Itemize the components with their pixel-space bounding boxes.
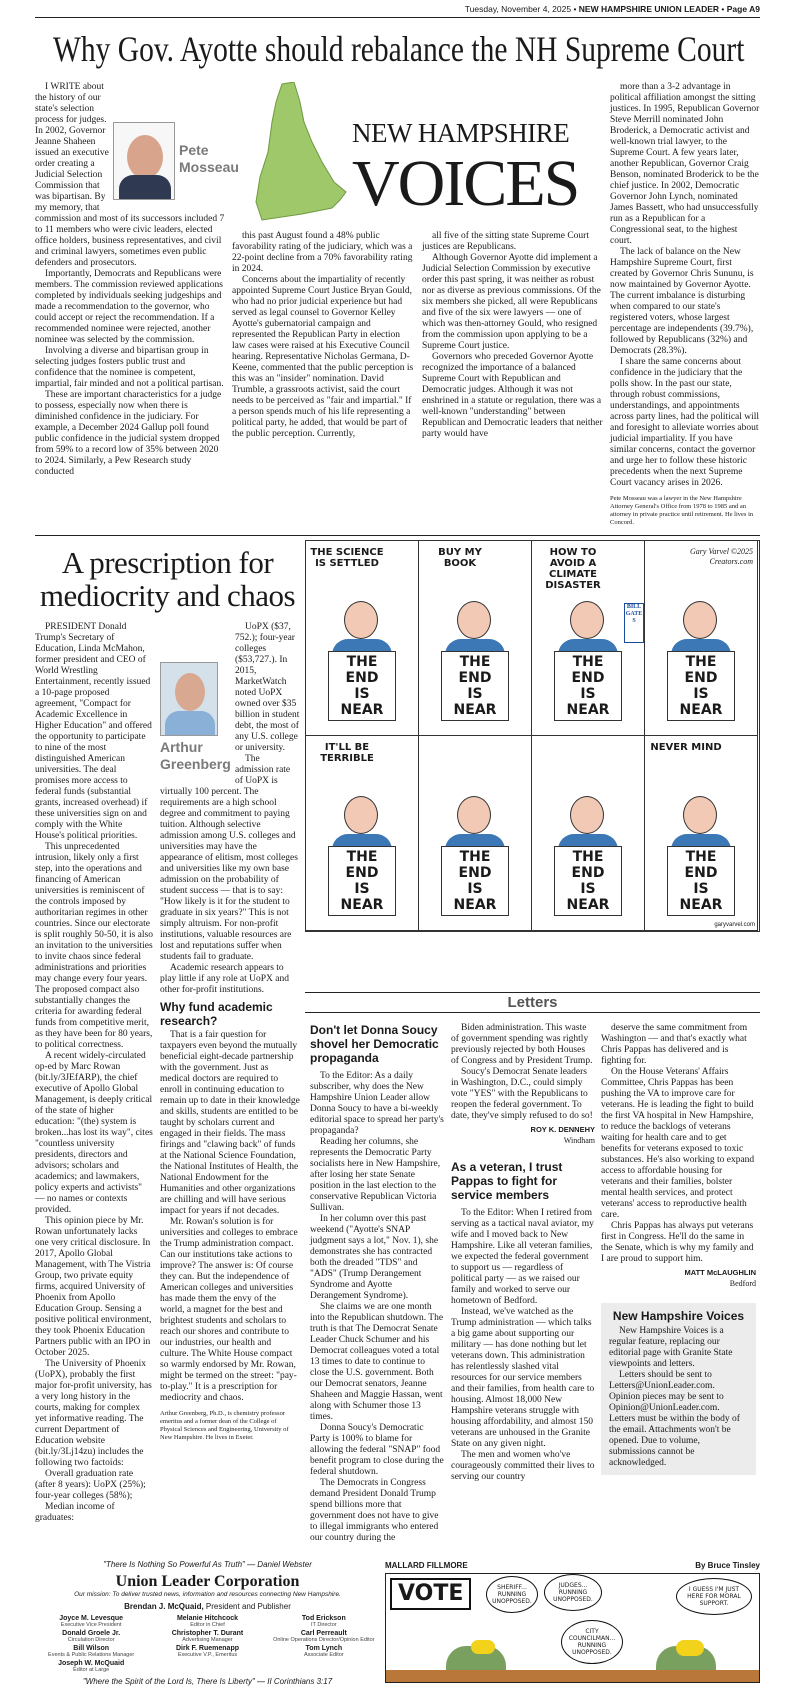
staff-title: Associate Editor (303, 1652, 344, 1658)
paragraph: Median income of graduates: (35, 1502, 115, 1523)
paragraph: Although Governor Ayotte did implement a Judicial Selection Commission by executive order this past spring, it was neither as robust nor as diverse as previous commissions. Of the six members she picked, all were Republicans and five of the six were lawyers — one of which was then-attorney Gould, who resigned from the commission upon applying to be a Supreme Court justice. (422, 253, 601, 351)
staff-name: Donald Groele Jr. (62, 1630, 121, 1637)
cartoon-panel (306, 541, 419, 736)
end-is-near-sign (441, 846, 509, 916)
staff-member (151, 1615, 263, 1628)
author-bio: Pete Mosseau was a lawyer in the New Hampshire Attorney General's Office from 1978 to 1985 and an attorney in private practice until retirement. He lives in Concord. (610, 495, 754, 526)
right-column (305, 540, 760, 1544)
sign-line: IS (693, 881, 709, 897)
cartoon-credit: garyvarvel.com (714, 922, 755, 928)
end-is-near-sign (667, 651, 735, 721)
author-byline (160, 739, 230, 773)
staff-name: Dirk F. Ruemenapp (175, 1645, 239, 1652)
cartoon-panel (419, 736, 532, 931)
end-is-near-sign (441, 651, 509, 721)
box-title: New Hampshire Voices (612, 1309, 745, 1323)
paragraph: Instead, we've watched as the Trump administration — which talks a big game about supporting our military — has done nothing but let veterans down. This administration has relentlessly slashed vital resources for our service members and their families, from health care to housing. Almost 18,000 New Hampshire veterans struggle with housing affordability, and almost 150 veterans are unhoused in the Granite State on any given night. (451, 1307, 595, 1449)
letters-col1 (305, 1023, 445, 1544)
panel-caption: BUY MY BOOK (438, 547, 482, 569)
paragraph: These are important characteristics for a judge to possess, especially now when there is diminished confidence in the judiciary. For example, a December 2024 Gallup poll found public confidence in the judicial system dropped from 59% to a record low of 35% between 2020 to 2024. Similarly, a Pew Research study conducted (35, 390, 222, 477)
paragraph: The admission rate of UoPX is virtually 100 percent. The requirements are a high school degree and commitment to paying tuition. Although selective admission among U.S. colleges and universities may have the appearance of elitism, most colleges and universities like my own base admission on the probability of student success — that is to say: "How likely is it for the student to graduate in six years?" This is not simply altruism. For non-profit institutions, valuable resources are lost and reputations suffer when students fail to graduate. (160, 754, 298, 962)
paragraph: The lack of balance on the New Hampshire Supreme Court, first created by Governor Chris Sununu, is now maintained by Governor Ayotte. The current imbalance is disturbing when compared to our state's registered voters, whose largest percentage are independents (39.7%), followed by Republicans (32%) and Democrats (28.3%). (610, 247, 754, 356)
paragraph: Letters should be sent to Letters@UnionLeader.com. Opinion pieces may be sent to Opinion@UnionLeader.com. Letters must be within the body of the email. Attachments won't be opened. Due to volume, submissions cannot be acknowledged. (609, 1370, 740, 1468)
headline: A prescription for mediocrity and chaos (39, 545, 296, 613)
bottom-section (35, 1560, 760, 1687)
masthead (35, 1560, 380, 1687)
sign-line: IS (354, 686, 370, 702)
staff-title: Circulation Director (67, 1637, 115, 1643)
article1-col4 (604, 82, 760, 527)
man-head (683, 601, 717, 639)
article1-middle-cols (232, 231, 604, 440)
paragraph: To the Editor: When I retired from serving as a tactical naval aviator, my wife and I moved back to New Hampshire. Like all veteran families, we expected the federal government to support us — regardless of political party — as we raised our family and worked to serve our hometown of Bedford. (451, 1208, 594, 1306)
paragraph: Overall graduation rate (after 8 years): UoPX (25%); four-year colleges (58%); (35, 1469, 146, 1501)
paragraph: Reading her columns, she represents the Democratic Party socialists here in New Hampshire, after losing her state Senate position in the last election to the conservative Republican Victoria Sullivan. (310, 1137, 441, 1213)
editorial-cartoon (305, 540, 760, 932)
duck-beak (471, 1640, 495, 1654)
author-photo (160, 662, 218, 736)
sign-line: THE (459, 654, 491, 670)
sign-line: END (345, 865, 379, 881)
staff-name: Joseph W. McQuaid (58, 1660, 125, 1667)
letter-signature: MATT McLAUGHLIN (684, 1268, 756, 1277)
sign-line: IS (467, 686, 483, 702)
author-last: Greenberg (160, 756, 231, 772)
headline: Why Gov. Ayotte should rebalance the NH Supreme Court (53, 29, 745, 69)
author-block (113, 122, 239, 200)
mission: Our mission: To deliver trusted news, information and resources connecting New Hampshire. (74, 1591, 341, 1598)
sign-line: END (684, 670, 718, 686)
comic (385, 1560, 760, 1683)
face (175, 673, 205, 711)
letter-headline: As a veteran, I trust Pappas to fight for service members (451, 1160, 563, 1202)
author-photo (113, 122, 175, 200)
paragraph: Donna Soucy's Democratic Party is 100% to blame for allowing the federal "SNAP" food benefit program to close during the federal shutdown. (310, 1423, 444, 1477)
sign-line: NEAR (453, 702, 497, 718)
page-header (35, 4, 760, 18)
author-bio: Arthur Greenberg, Ph.D., is chemistry professor emeritus and a former dean of the College of Physical Sciences and Engineering, University of New Hampshire. He lives in Exeter. (160, 1410, 289, 1441)
paragraph: Mr. Rowan's solution is for universities and colleges to embrace the Trump administration compact. Can our institutions take actions to improve? The answer is: Of course they can. But the independence of American colleges and universities has made them the envy of the world, a magnet for the best and brightest students and scholars to reach our shores and contribute to our industries, our health and culture. The White House compact so warmly endorsed by Mr. Rowan, might be termed on the street: "pay-to-play." It is a prescription for mediocrity and chaos. (160, 1217, 298, 1403)
paragraph: all five of the sitting state Supreme Court justices are Republicans. (422, 231, 589, 252)
paragraph: this past August found a 48% public favorability rating of the judiciary, which was a 22-point decline from a 70% favorability rating in 2024. (232, 231, 413, 274)
paragraph: UoPX ($37, 752.); four-year colleges ($53,727.). In 2015, MarketWatch noted UoPX owned over $35 billion in student debt, the most of any U.S. college or university. (235, 622, 300, 753)
letters-col2 (451, 1023, 595, 1483)
paragraph: Biden administration. This waste of government spending was rightly previously rejected by both Houses of Congress and by President Trump. (451, 1023, 593, 1066)
cartoonist-signature: Gary Varvel ©2025 Creators.com (690, 547, 753, 566)
author-last: Mosseau (179, 159, 239, 175)
author-block (160, 662, 230, 773)
nh-voices-box (601, 1303, 756, 1475)
staff-title: Executive V.P., Emeritus (177, 1652, 238, 1658)
paragraph: Soucy's Democrat Senate leaders in Washington, D.C., could simply vote "YES" with the Republicans to reopen the federal government. To date, they've simply refused to do so! (451, 1067, 593, 1121)
paragraph: PRESIDENT Donald Trump's Secretary of Education, Linda McMahon, former president and CEO of World Wrestling Entertainment, recently issued a 10-page proposed agreement, "Compact for Academic Excellence in Higher Education" and offered the opportunity to participate to nine of the most distinguished American universities. The deal promises more access to federal funds (substantial grants, increased overhead) if these universities sign on and comply with the White House's political priorities. (35, 622, 152, 841)
article1-col2 (232, 231, 414, 440)
article2 (35, 540, 300, 1524)
cartoon-panel (645, 736, 758, 931)
letter-town: Bedford (729, 1279, 756, 1288)
quote-top: "There Is Nothing So Powerful As Truth" — Daniel Webster (103, 1560, 312, 1569)
paragraph: In her column over this past weekend ("Ayotte's SNAP judgment says a lot," Nov. 1), she demonstrates she has contracted both the dreaded "TDS" and "ADS" (Trump Derangement Syndrome and Ayotte Derangement Syndrome). (310, 1214, 439, 1301)
sign-line: THE (346, 654, 378, 670)
paragraph: The University of Phoenix (UoPX), probably the first major for-profit university, has a very long history in the courts, making for complex yet informative reading. The current Department of Education website (bit.ly/3Lj14zu) includes the following two factoids: (35, 1359, 152, 1468)
end-is-near-sign (667, 846, 735, 916)
staff-name: Melanie Hitchcock (176, 1615, 239, 1622)
article1-col3 (422, 231, 604, 440)
letter-headline: Don't let Donna Soucy shovel her Democratic propaganda (310, 1023, 439, 1065)
author-first: Pete (179, 142, 209, 158)
desk (386, 1670, 759, 1682)
staff-member (35, 1630, 147, 1643)
sign-line: THE (685, 654, 717, 670)
staff-member (268, 1645, 380, 1658)
panel-caption: THE SCIENCE IS SETTLED (310, 547, 384, 569)
comic-author: By Bruce Tinsley (695, 1561, 760, 1570)
staff-name: Christopher T. Durant (171, 1630, 244, 1637)
man-head (344, 796, 378, 834)
staff-title: Editor at Large (73, 1667, 110, 1673)
sign-line: NEAR (340, 897, 384, 913)
publisher-name: Brendan J. McQuaid, (124, 1602, 204, 1611)
author-byline (179, 122, 239, 200)
paragraph: Involving a diverse and bipartisan group in selecting judges fosters public trust and confidence that the nominee is competent, impartial, fair minded and not a political partisan. (35, 346, 224, 389)
paragraph: The Democrats in Congress demand President Donald Trump spend billions more that government does not have to give to illegal immigrants who entered our country during the (310, 1478, 439, 1543)
paragraph: Concerns about the impartiality of recently appointed Supreme Court Justice Bryan Gould, who had no prior judicial experience but had served as legal counsel to Governor Kelley Ayotte's gubernatorial campaign and represented the Republican Party in election law cases were raised at his Executive Council hearing. Representative Nicholas Germana, D-Keene, commented that the public perception is this was an "insider" nomination. David Trumble, a grassroots activist, said the court needs to be perceived as "fair and impartial." If a person spends much of his life representing a political party, he added, that would be part of the public perception. Currently, (232, 275, 414, 439)
vote-sign: VOTE (390, 1578, 471, 1610)
speech-bubble: CITY COUNCILMAN... RUNNING UNOPPOSED. (561, 1620, 623, 1664)
staff-member (35, 1615, 147, 1628)
book-cover: BILL GATES (624, 603, 644, 643)
man-head (457, 601, 491, 639)
paragraph: Governors who preceded Governor Ayotte recognized the importance of a balanced Supreme Court with Republican and Democratic judges. Although it was not enshrined in a statute or regulation, there was a well-known "understanding" between Republican and Democratic leaders that neither party would have (422, 352, 603, 439)
sep: • (719, 4, 727, 14)
staff-member (35, 1645, 147, 1658)
paragraph: That is a fair question for taxpayers even beyond the mutually beneficial eight-decade partnership with the government. Just as medical doctors are required to enroll in continuing education to remain up to date in their knowledge and skills, students are entitled to be taught by scholars current and engaged in their fields. The mass firings and "clawing back" of funds at the National Science Foundation, the National Institutes of Health, the National Endowment for the Humanities and other organizations are chilling and will have serious impact for years if not decades. (160, 1030, 300, 1216)
panel-caption: NEVER MIND (650, 742, 722, 753)
man-head (570, 796, 604, 834)
sign-line: END (571, 670, 605, 686)
paragraph: On the House Veterans' Affairs Committee, Chris Pappas has been pushing the VA to improve care for veterans. He is leading the fight to build the first VA hospital in New Hampshire, to reduce the backlogs of veterans waiting for health care and to get benefits for veterans exposed to toxic substances. He's also working to expand access to affordable housing for veterans and their families, bolster mental health services, and protect veterans' access to reproductive health care. (601, 1067, 755, 1220)
sign-line: END (345, 670, 379, 686)
speech-bubble: I GUESS I'M JUST HERE FOR MORAL SUPPORT. (676, 1578, 752, 1615)
panel-caption: HOW TO AVOID A CLIMATE DISASTER (545, 547, 601, 591)
paragraph: New Hampshire Voices is a regular feature, replacing our editorial page with Granite State viewpoints and letters. (609, 1326, 733, 1369)
staff-title: Online Operations Director/Opinion Editor (273, 1637, 375, 1643)
author-first: Arthur (160, 739, 203, 755)
paragraph: A recent widely-circulated op-ed by Marc Rowan (bit.ly/3JEfARP), the chief executive of Apollo Global Management, is deeply critical of the state of higher education: "(the) system is broken...has lost its way", cites "countless university presidents, directors and advisors; scholars and academics; and lawmakers, policy experts and activists" — no names or contexts provided. (35, 1051, 153, 1215)
comic-header (385, 1560, 760, 1571)
logo-top: NEW HAMPSHIRE (352, 118, 570, 148)
sign-line: NEAR (453, 897, 497, 913)
sign-line: NEAR (566, 897, 610, 913)
man-head (683, 796, 717, 834)
sign-line: IS (467, 881, 483, 897)
logo-bottom: VOICES (352, 147, 579, 220)
duck-beak (676, 1640, 704, 1656)
letters-title: Letters (507, 994, 558, 1011)
letter-signature: ROY K. DENNEHY (530, 1125, 595, 1134)
divider (35, 535, 760, 536)
staff-name: Joyce M. Levesque (59, 1615, 124, 1622)
nh-map-icon (242, 82, 352, 227)
article1 (35, 82, 760, 527)
end-is-near-sign (554, 846, 622, 916)
divider (305, 1012, 760, 1013)
face (127, 135, 163, 179)
paper-name: NEW HAMPSHIRE UNION LEADER (578, 4, 720, 14)
sign-line: NEAR (679, 897, 723, 913)
end-is-near-sign (554, 651, 622, 721)
article1-col1 (35, 82, 239, 478)
staff-title: IT Director (311, 1622, 337, 1628)
staff-list (35, 1615, 380, 1673)
sign-line: NEAR (679, 702, 723, 718)
paragraph: more than a 3-2 advantage in political affiliation amongst the sitting justices. In 1995, Republican Governor Steve Merrill nominated John Broderick, a Democratic activist and well-known trial lawyer, to the Supreme Court. A few years later, another Republican, Governor Craig Benson, nominated Broderick to be the chief justice. In 2002, Democratic Governor John Lynch, nominated James Bassett, who had unsuccessfully run as a Republican for a Congressional seat, to the highest court. (610, 82, 760, 246)
staff-member (151, 1645, 263, 1658)
sign-line: IS (580, 686, 596, 702)
speech-bubble: SHERIFF... RUNNING UNOPPOSED. (486, 1576, 538, 1613)
shirt (119, 175, 171, 200)
cartoon-panel (419, 541, 532, 736)
paragraph: Academic research appears to play little if any role at UoPX and other for-profit institutions. (160, 963, 290, 995)
panel-caption: IT'LL BE TERRIBLE (320, 742, 374, 764)
staff-title: Events & Public Relations Manager (48, 1652, 135, 1658)
staff-name: Tod Erickson (301, 1615, 346, 1622)
sign-line: NEAR (340, 702, 384, 718)
man-head (570, 601, 604, 639)
paragraph: This opinion piece by Mr. Rowan unfortunately lacks one very critical disclosure. In 2017, Apollo Global Management, with The Vistria Group, two private equity firms, acquired University of Phoenix from Apollo Education Group. Sensing a positive political environment, they took Phoenix Education Partners public with an IPO in October 2025. (35, 1216, 152, 1358)
letter-town: Windham (563, 1136, 595, 1145)
sign-line: THE (572, 849, 604, 865)
article2-col1 (35, 622, 153, 1524)
man-head (344, 601, 378, 639)
paragraph: To the Editor: As a daily subscriber, why does the New Hampshire Union Leader allow Donna Soucy to have a bi-weekly editorial space to spread her party's propaganda? (310, 1071, 444, 1136)
staff-member (268, 1615, 380, 1628)
cartoon-panel (645, 541, 758, 736)
sign-line: THE (459, 849, 491, 865)
man-head (457, 796, 491, 834)
mallard-fillmore-comic (385, 1573, 760, 1683)
paragraph: This unprecedented intrusion, likely only a first step, into the operations and financing of American universities is reminiscent of the controls imposed by authoritarian regimes in other countries. Since our electorate is split roughly 50-50, it is also an invitation to the universities to invite chaos since federal administrations and priorities may change every four years. The proposed compact also substantially changes the criteria for awarding federal funds from competitive merit, as they have been for 80 years, to political correctness. (35, 842, 153, 1050)
headline-wrap (35, 26, 760, 76)
corp-name: Union Leader Corporation (115, 1573, 300, 1590)
section2 (35, 540, 760, 1544)
staff-title: Executive Vice President (60, 1622, 122, 1628)
sign-line: END (458, 865, 492, 881)
sep: • (571, 4, 579, 14)
sign-line: IS (693, 686, 709, 702)
publisher-title: President and Publisher (203, 1602, 291, 1611)
comic-title: MALLARD FILLMORE (385, 1561, 468, 1570)
subhead: Why fund academic research? (160, 1000, 273, 1028)
paragraph: I share the same concerns about confidence in the judiciary that the polls show. In the past our state, through robust commissions, understandings, and appointments across party lines, had the political will and foresight to alleviate worries about judicial impartiality. If you have similar concerns, contact the governor and urge her to follow these historic precedents when the next Supreme Court vacancy arises in 2026. (610, 357, 760, 488)
sign-line: THE (346, 849, 378, 865)
sign-line: IS (354, 881, 370, 897)
speech-bubble: JUDGES... RUNNING UNOPPOSED. (544, 1574, 602, 1611)
sign-line: THE (572, 654, 604, 670)
staff-title: Advertising Manager (182, 1637, 233, 1643)
sign-line: IS (580, 881, 596, 897)
article2-cols (35, 622, 300, 1524)
letters-col3 (601, 1023, 756, 1475)
end-is-near-sign (328, 846, 396, 916)
cartoon-panel (532, 736, 645, 931)
article2-col2 (160, 622, 300, 1442)
shirt (165, 711, 215, 736)
paragraph: Importantly, Democrats and Republicans were members. The commission reviewed applications completed by individuals seeking judgeships and made a recommendation to the governor, who could accept or reject the recommendation. If a recommended nominee were rejected, another nominee was selected by the commission. (35, 269, 223, 345)
staff-member (151, 1630, 263, 1643)
sign-line: END (684, 865, 718, 881)
page-number: Page A9 (726, 4, 760, 14)
date: Tuesday, November 4, 2025 (464, 4, 572, 14)
nh-voices-logo (232, 82, 604, 227)
staff-member (35, 1660, 147, 1673)
staff-member (268, 1630, 380, 1643)
staff-name: Carl Perreault (300, 1630, 347, 1637)
paragraph: Chris Pappas has always put veterans first in Congress. He'll do the same in the Senate, which is why my family and I are proud to support him. (601, 1221, 754, 1264)
staff-name: Bill Wilson (73, 1645, 110, 1652)
sign-line: END (458, 670, 492, 686)
sign-line: THE (685, 849, 717, 865)
letters-cols (305, 1023, 760, 1544)
paragraph: deserve the same commitment from Washington — and that's exactly what Chris Pappas has delivered and is fighting for. (601, 1023, 748, 1066)
sign-line: END (571, 865, 605, 881)
paragraph: The men and women who've courageously committed their lives to serving our country (451, 1450, 595, 1482)
paragraph: I WRITE about the history of our state's selection process for judges. In 2002, Governor Jeanne Shaheen issued an executive order creating a Judicial Selection Commission that was bipartisan. By my memory, that commission and most of its successors included 7 to 11 members who were civic leaders, elected office holders, business representatives, and civil and criminal lawyers, sometimes even public defenders and prosecutors. (35, 82, 225, 268)
staff-title: Editor in Chief (190, 1622, 225, 1628)
cartoon-panel (306, 736, 419, 931)
paragraph: She claims we are one month into the Republican shutdown. The truth is that The Democrat Senate Leader Chuck Schumer and his Democrat colleagues voted a total 13 times to date to continue to close the U.S. government. Both our Democrat senators, Jeanne Shaheen and Maggie Hassan, went along with Schumer those 13 times. (310, 1302, 444, 1422)
staff-name: Tom Lynch (305, 1645, 343, 1652)
article1-middle (232, 82, 604, 440)
quote-bottom: "Where the Spirit of the Lord Is, There Is Liberty" — II Corinthians 3:17 (82, 1677, 333, 1686)
sign-line: NEAR (566, 702, 610, 718)
end-is-near-sign (328, 651, 396, 721)
